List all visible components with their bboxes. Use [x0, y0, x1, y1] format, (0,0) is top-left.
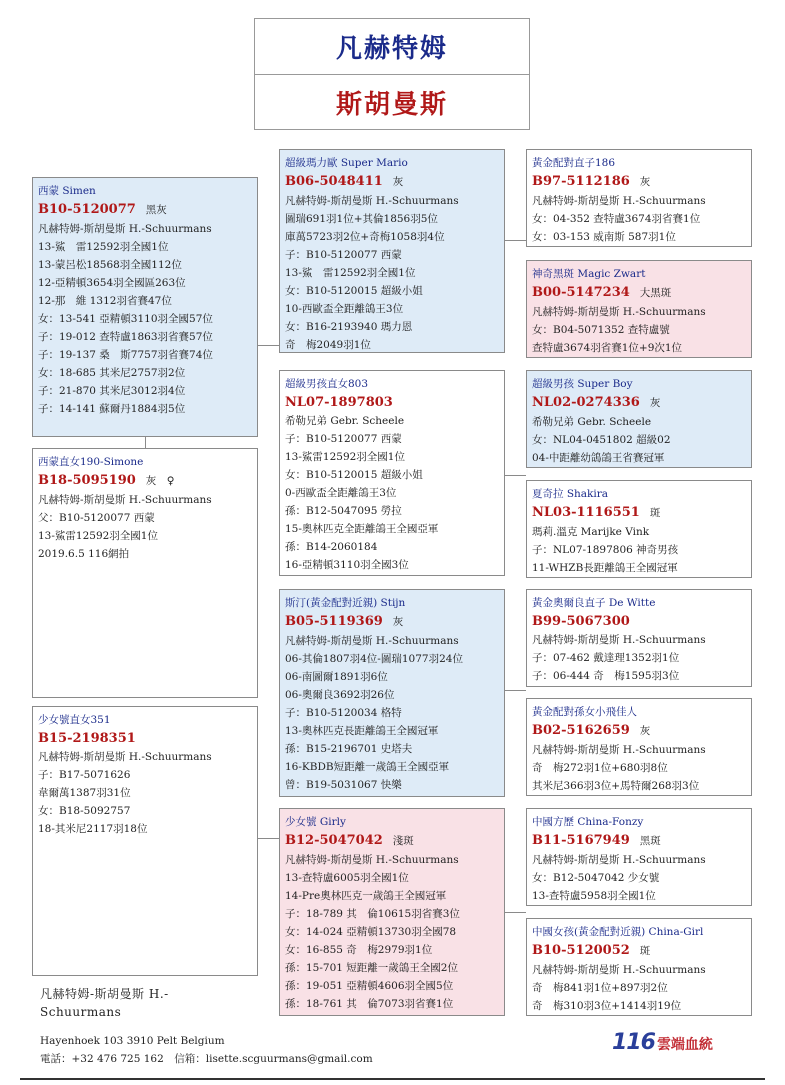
header-title-line2: 斯胡曼斯	[335, 90, 448, 120]
pigeon-color: 斑	[649, 507, 661, 519]
card-line: 凡赫特姆-斯胡曼斯 H.-Schuurmans	[38, 223, 212, 235]
ring-number: B05-5119369 灰	[285, 614, 404, 629]
ring-number: B10-5120077 黑灰	[38, 202, 167, 217]
card-line: 女：B12-5047042 少女號	[532, 872, 660, 884]
pigeon-name: 超級男孩直女803	[285, 378, 369, 390]
ancestor-card	[526, 808, 752, 906]
card-line: 奇 梅2049羽1位	[285, 339, 371, 351]
card-line: 父：B10-5120077 西蒙	[38, 512, 155, 524]
card-line: 孫：B15-2196701 史塔夫	[285, 743, 413, 755]
dam-card	[279, 370, 505, 576]
pigeon-name: 少女號直女351	[38, 714, 111, 726]
card-line: 凡赫特姆-斯胡曼斯 H.-Schuurmans	[532, 306, 706, 318]
card-line: 13-蒙呂松18568羽全國112位	[38, 259, 182, 271]
card-line: 13-鯊雷12592羽全國1位	[38, 530, 158, 542]
card-line: 查特盧3674羽省賽1位+9次1位	[532, 342, 683, 354]
card-line: 子：07-462 戴達理1352羽1位	[532, 652, 680, 664]
card-line: 曾：B19-5031067 快樂	[285, 779, 402, 791]
pigeon-name: 超級男孩 Super Boy	[532, 378, 633, 390]
pigeon-color: 灰	[649, 397, 661, 409]
card-line: 女：03-153 威南斯 587羽1位	[532, 231, 676, 243]
sire-card	[279, 589, 505, 797]
pigeon-color: 灰	[392, 616, 404, 628]
card-line: 13-鯊 雷12592羽全國1位	[285, 267, 416, 279]
ring-number: B97-5112186 灰	[532, 174, 651, 189]
card-line: 13-查特盧5958羽全國1位	[532, 890, 656, 902]
card-line: 12-那 維 1312羽省賽47位	[38, 295, 172, 307]
card-line: 凡赫特姆-斯胡曼斯 H.-Schuurmans	[38, 751, 212, 763]
ring-number: B12-5047042 淺斑	[285, 833, 414, 848]
card-line: 圖瑞691羽1位+其倫1856羽5位	[285, 213, 438, 225]
sire-card	[279, 149, 505, 353]
card-line: 12-亞精頓3654羽全國區263位	[38, 277, 186, 289]
card-line: 13-鯊 雷12592羽全國1位	[38, 241, 169, 253]
pigeon-name: 超級瑪力歐 Super Mario	[285, 157, 408, 169]
pigeon-name: 少女號 Girly	[285, 816, 346, 828]
card-line: 06-南圖爾1891羽6位	[285, 671, 388, 683]
connector-line	[505, 475, 526, 476]
ring-number: B02-5162659 灰	[532, 723, 651, 738]
address-line: Hayenhoek 103 3910 Pelt Belgium	[40, 1035, 225, 1047]
pigeon-color: 灰	[639, 725, 651, 737]
ancestor-card	[526, 370, 752, 468]
pigeon-color: 黑斑	[639, 835, 661, 847]
card-line: 10-西歐盃全距離鴿王3位	[285, 303, 404, 315]
card-line: 凡赫特姆-斯胡曼斯 H.-Schuurmans	[285, 195, 459, 207]
card-line: 16-KBDB短距離一歲鴿王全國亞軍	[285, 761, 450, 773]
card-line: 女：B10-5120015 超級小姐	[285, 285, 423, 297]
ring-number: B00-5147234 大黑斑	[532, 285, 672, 300]
ring-number: B99-5067300	[532, 614, 630, 629]
pigeon-name: 神奇黑斑 Magic Zwart	[532, 268, 646, 280]
card-line: 凡赫特姆-斯胡曼斯 H.-Schuurmans	[532, 744, 706, 756]
card-line: 子：B10-5120077 西蒙	[285, 249, 402, 261]
card-line: 子：18-789 其 倫10615羽省賽3位	[285, 908, 460, 920]
card-line: 女：NL04-0451802 超級02	[532, 434, 671, 446]
connector-line	[505, 240, 526, 241]
card-line: 希勒兄弟 Gebr. Scheele	[285, 415, 405, 427]
card-line: 14-Pre奧林匹克一歲鴿王全國冠軍	[285, 890, 447, 902]
logo-text: 雲端血統	[656, 1037, 713, 1053]
card-line: 凡赫特姆-斯胡曼斯 H.-Schuurmans	[532, 634, 706, 646]
card-line: 子：21-870 其米尼3012羽4位	[38, 385, 186, 397]
connector-line	[145, 437, 146, 448]
logo-number: 116	[612, 1030, 655, 1055]
card-line: 凡赫特姆-斯胡曼斯 H.-Schuurmans	[285, 854, 459, 866]
card-line: 女：14-024 亞精頓13730羽全國78	[285, 926, 457, 938]
pigeon-name: 西蒙直女190-Simone	[38, 456, 144, 468]
card-line: 奇 梅841羽1位+897羽2位	[532, 982, 668, 994]
pigeon-color: 淺斑	[392, 835, 414, 847]
card-line: 女：16-855 奇 梅2979羽1位	[285, 944, 433, 956]
card-line: 女：B16-2193940 瑪力恩	[285, 321, 413, 333]
card-line: 孫：18-761 其 倫7073羽省賽1位	[285, 998, 454, 1010]
brand-logo	[612, 1030, 713, 1055]
bottom-divider	[20, 1078, 765, 1080]
card-line: 16-亞精頓3110羽全國3位	[285, 559, 409, 571]
pigeon-name: 斯汀(黃金配對近親) Stijn	[285, 597, 406, 609]
pigeon-color: 斑	[639, 945, 651, 957]
card-line: 15-奧林匹克全距離鴿王全國亞軍	[285, 523, 439, 535]
ancestor-card	[526, 918, 752, 1016]
ancestor-card	[526, 260, 752, 358]
pigeon-name: 中國方歷 China-Fonzy	[532, 816, 644, 828]
ancestor-card	[526, 589, 752, 687]
card-line: 0-西歐盃全距離鴿王3位	[285, 487, 397, 499]
breeder-name: 凡赫特姆-斯胡曼斯 H.-Schuurmans	[40, 987, 169, 1019]
pigeon-name: 黃金奧爾良直子 De Witte	[532, 597, 656, 609]
card-line: 女：13-541 亞精頓3110羽全國57位	[38, 313, 213, 325]
connector-line	[258, 345, 279, 346]
pigeon-color: 黑灰	[145, 204, 167, 216]
card-line: 子：B10-5120034 格特	[285, 707, 402, 719]
pigeon-name: 中國女孩(黃金配對近親) China-Girl	[532, 926, 704, 938]
card-line: 女：04-352 查特盧3674羽省賽1位	[532, 213, 701, 225]
card-line: 孫：B12-5047095 勞拉	[285, 505, 402, 517]
ancestor-card	[526, 480, 752, 578]
card-line: 子：B10-5120077 西蒙	[285, 433, 402, 445]
card-line: 奇 梅272羽1位+680羽8位	[532, 762, 668, 774]
ring-number: B18-5095190 灰 ♀	[38, 473, 175, 488]
card-line: 子：B17-5071626	[38, 769, 131, 781]
card-line: 女：B04-5071352 查特盧號	[532, 324, 670, 336]
daughter-card	[32, 448, 258, 698]
card-line: 子：06-444 奇 梅1595羽3位	[532, 670, 680, 682]
connector-line	[505, 690, 526, 691]
card-line: 孫：19-051 亞精頓4606羽全國5位	[285, 980, 454, 992]
card-line: 2019.6.5 116網拍	[38, 548, 130, 560]
card-line: 子：19-012 查特盧1863羽省賽57位	[38, 331, 213, 343]
card-line: 凡赫特姆-斯胡曼斯 H.-Schuurmans	[532, 195, 706, 207]
ring-number: B11-5167949 黑斑	[532, 833, 661, 848]
card-line: 韋爾萬1387羽31位	[38, 787, 131, 799]
ring-number: B15-2198351	[38, 731, 136, 746]
subject-card	[32, 177, 258, 437]
pigeon-color: 灰	[639, 176, 651, 188]
card-line: 子：14-141 蘇爾丹1884羽5位	[38, 403, 186, 415]
card-line: 06-奧爾良3692羽26位	[285, 689, 395, 701]
card-line: 瑪莉.溫克 Marijke Vink	[532, 526, 650, 538]
card-line: 凡赫特姆-斯胡曼斯 H.-Schuurmans	[532, 854, 706, 866]
ancestor-card	[526, 698, 752, 796]
pigeon-color: 灰	[392, 176, 404, 188]
contact-info	[40, 1032, 373, 1068]
card-line: 13-鯊雷12592羽全國1位	[285, 451, 405, 463]
card-line: 凡赫特姆-斯胡曼斯 H.-Schuurmans	[38, 494, 212, 506]
ring-number: NL02-0274336 灰	[532, 395, 661, 410]
pigeon-color: 灰 ♀	[145, 475, 175, 487]
contact-line: 電話：+32 476 725 162 信箱：lisette.scguurmans@gmail.com	[40, 1053, 373, 1065]
ancestor-card	[526, 149, 752, 247]
card-line: 女：18-685 其米尼2757羽2位	[38, 367, 186, 379]
card-line: 凡赫特姆-斯胡曼斯 H.-Schuurmans	[532, 964, 706, 976]
ring-number: B06-5048411 灰	[285, 174, 404, 189]
header-title-box	[254, 18, 530, 130]
card-line: 13-奧林匹克長距離鴿王全國冠軍	[285, 725, 439, 737]
ring-number: NL03-1116551 斑	[532, 505, 661, 520]
pigeon-name: 西蒙 Simen	[38, 185, 96, 197]
card-line: 06-其倫1807羽4位-圖瑞1077羽24位	[285, 653, 463, 665]
card-line: 女：B18-5092757	[38, 805, 131, 817]
card-line: 奇 梅310羽3位+1414羽19位	[532, 1000, 682, 1012]
connector-line	[505, 912, 526, 913]
card-line: 13-查特盧6005羽全國1位	[285, 872, 409, 884]
card-line: 凡赫特姆-斯胡曼斯 H.-Schuurmans	[285, 635, 459, 647]
ring-number: B10-5120052 斑	[532, 943, 651, 958]
card-line: 庫萬5723羽2位+奇梅1058羽4位	[285, 231, 445, 243]
card-line: 18-其米尼2117羽18位	[38, 823, 148, 835]
pigeon-name: 夏奇拉 Shakira	[532, 488, 609, 500]
card-line: 女：B10-5120015 超級小姐	[285, 469, 423, 481]
card-line: 其米尼366羽3位+馬特爾268羽3位	[532, 780, 700, 792]
pigeon-color: 大黑斑	[639, 287, 672, 299]
dam-card	[32, 706, 258, 976]
ring-number: NL07-1897803	[285, 395, 393, 410]
card-line: 子：NL07-1897806 神奇男孩	[532, 544, 679, 556]
connector-line	[258, 838, 279, 839]
card-line: 04-中距離幼鴿鴿王省賽冠軍	[532, 452, 665, 464]
card-line: 孫：B14-2060184	[285, 541, 378, 553]
card-line: 11-WHZB長距離鴿王全國冠軍	[532, 562, 678, 574]
header-title-line1: 凡赫特姆	[255, 19, 529, 75]
card-line: 子：19-137 桑 斯7757羽省賽74位	[38, 349, 213, 361]
card-line: 希勒兄弟 Gebr. Scheele	[532, 416, 652, 428]
pigeon-name: 黃金配對孫女小飛佳人	[532, 706, 637, 718]
card-line: 孫：15-701 短距離一歲鴿王全國2位	[285, 962, 458, 974]
pigeon-name: 黃金配對直子186	[532, 157, 616, 169]
dam-card	[279, 808, 505, 1016]
